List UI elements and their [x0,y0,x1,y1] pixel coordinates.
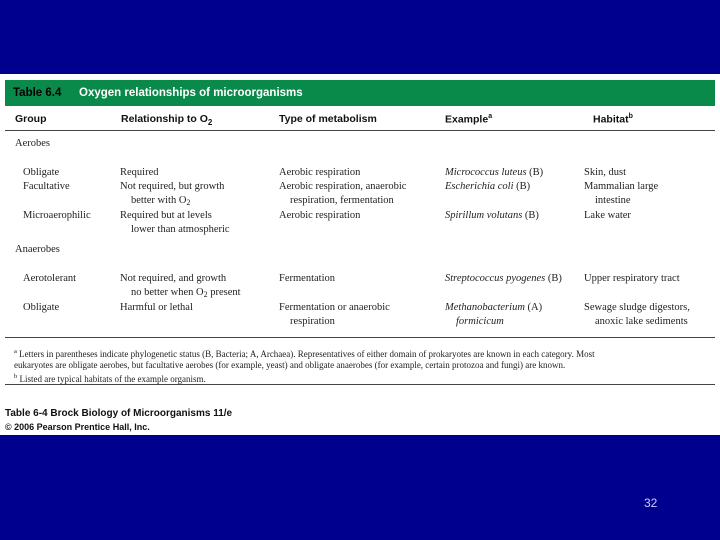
row-obligate-anaerobe-example: Methanobacterium (A) formicicum [445,302,543,327]
row-aerotolerant-habitat: Upper respiratory tract [584,273,680,284]
row-aerotolerant-relationship: Not required, and growth no better when $O_2$ present [120,273,241,299]
row-microaerophilic-example: Spirillum volutans (B) [445,210,539,221]
row-obligate-aerobe-metabolism: Aerobic respiration [279,167,361,178]
table-panel [0,74,720,435]
row-facultative-example: Escherichia coli (B) [445,181,531,192]
row-obligate-anaerobe-habitat: Sewage sludge digestors, anoxic lake sediments [584,302,690,327]
copyright-notice: © 2006 Pearson Prentice Hall, Inc. [5,422,150,432]
row-aerotolerant-example: Streptococcus pyogenes (B) [445,273,562,284]
footnote-a: $^a$ Letters in parentheses indicate phylogenetic status (B, Bacteria; A, Archaea). Representatives of either domain of prokaryotes are known in each category. Most eukaryotes are obligate aerobes, but facultative aerobes (for example, yeast) and obligate anaerobes (for example, certain protozoa and fungi) are known. $^b$ Listed are typical habitats of the example organism. [14,348,595,384]
table-title: Oxygen relationships of microorganisms [79,87,303,99]
row-obligate-aerobe-habitat: Skin, dust [584,167,627,178]
row-facultative-metabolism: Aerobic respiration, anaerobic respiration, fermentation [279,181,407,206]
row-facultative-group: Facultative [23,181,70,192]
header-habitat: Habitat$^b$ [593,113,633,126]
row-obligate-aerobe-group: Obligate [23,167,60,178]
row-aerotolerant-group: Aerotolerant [23,273,77,284]
row-microaerophilic-habitat: Lake water [584,210,631,221]
credit-divider [5,384,715,385]
slide-page-number: 32 [644,496,658,510]
row-obligate-aerobe-relationship: Required [120,167,159,178]
header-example: Example$^a$ [445,113,493,126]
row-obligate-anaerobe-group: Obligate [23,302,60,313]
row-obligate-anaerobe-metabolism: Fermentation or anaerobic respiration [279,302,390,327]
table-number: Table 6.4 [13,87,62,99]
row-facultative-habitat: Mammalian large intestine [584,181,659,206]
row-microaerophilic-relationship: Required but at levels lower than atmospheric [120,210,230,235]
header-relationship: Relationship to $O_2$ [121,113,213,128]
row-microaerophilic-metabolism: Aerobic respiration [279,210,361,221]
table-title-bar [5,80,715,106]
section-anaerobes: Anaerobes [15,244,60,255]
row-obligate-aerobe-example: Micrococcus luteus (B) [445,167,544,178]
row-obligate-anaerobe-relationship: Harmful or lethal [120,302,193,313]
section-aerobes: Aerobes [15,138,50,149]
row-aerotolerant-metabolism: Fermentation [279,273,335,284]
header-divider [5,130,715,131]
header-group: Group [15,113,47,125]
header-metabolism: Type of metabolism [279,113,377,125]
table-header-row [5,111,715,129]
figure-credit: Table 6-4 Brock Biology of Microorganisms 11/e [5,408,233,419]
footnote-divider [5,337,715,338]
row-facultative-relationship: Not required, but growth better with $O_2$ [120,181,225,207]
row-microaerophilic-group: Microaerophilic [23,210,91,221]
